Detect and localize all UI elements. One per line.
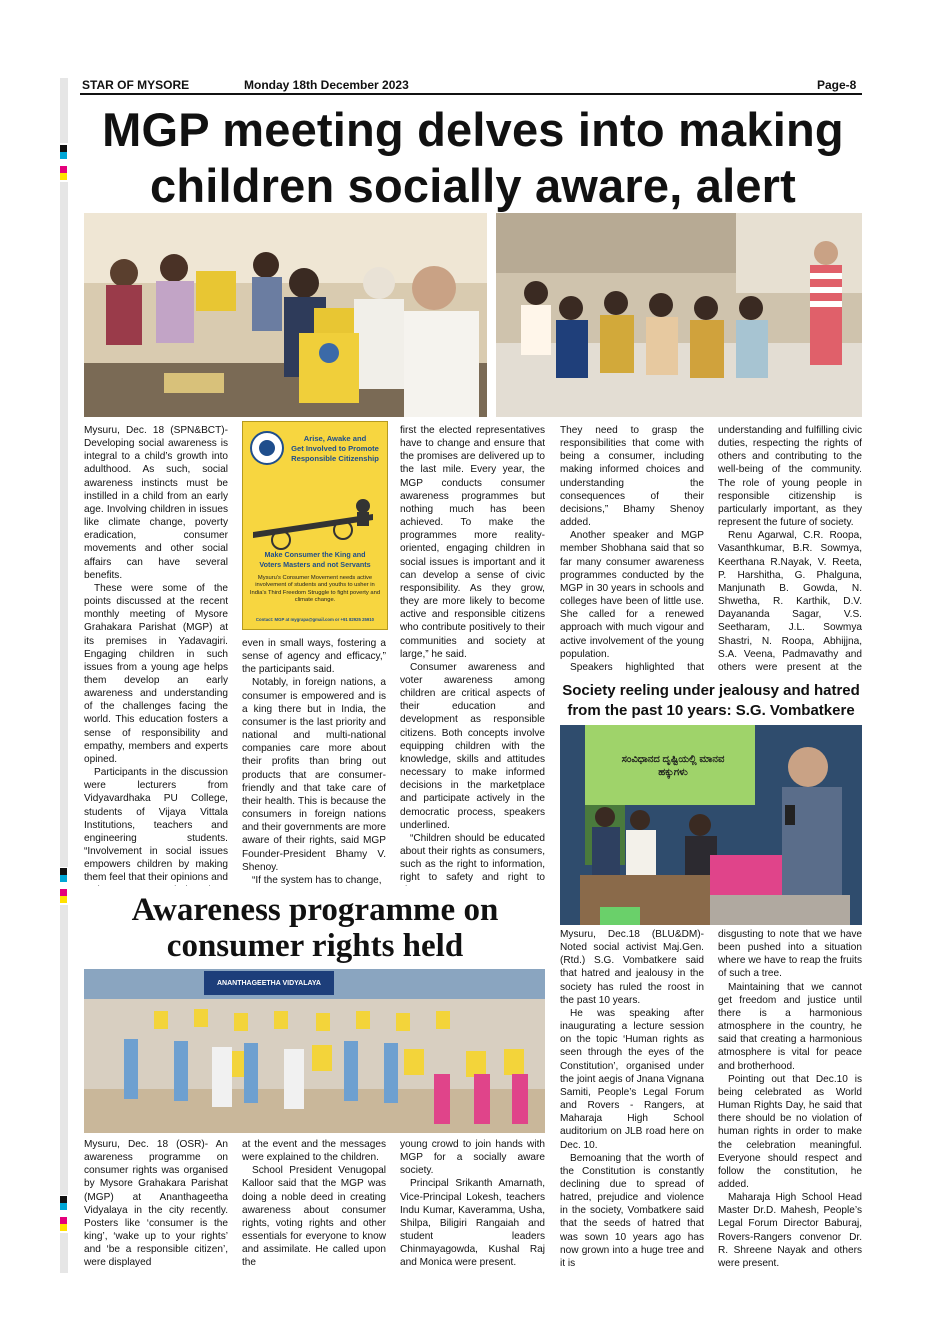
article3-column-2 [718, 928, 862, 1268]
meeting-photo-right-illustration [496, 213, 862, 417]
poster-slogan-line2: Voters Masters and not Servants [259, 559, 371, 569]
registration-strip-middle [60, 182, 68, 867]
registration-mark-cyan [60, 1203, 67, 1210]
paragraph: even in small ways, fostering a sense of agency and efficacy,” the participants said. [242, 638, 386, 676]
registration-mark-cyan [60, 875, 67, 882]
paragraph: Speakers highlighted that [570, 661, 704, 673]
meeting-photo-left-illustration [84, 213, 487, 417]
paragraph: Mysuru, Dec. 18 (OSR)- An awareness programme on consumer rights was organised by Mysore Grahakara Parishat (MGP) at Ananthageetha Vidyalaya in the city recently. Posters like ‘consumer is the king’, ‘wake up to your rights’ and ‘be a responsible citizen’, were displayed [84, 1139, 228, 1268]
registration-mark-magenta [60, 1217, 67, 1224]
awareness-photo [84, 969, 545, 1133]
paragraph: Maintaining that we cannot get freedom and justice until there is a harmonious atmosphere in the country, he said that creating a harmonious atmosphere is vital for peace and brotherhood. [718, 981, 862, 1072]
registration-mark-cyan [60, 152, 67, 159]
poster-body: Mysuru's Consumer Movement needs active involvement of students and youths to usher in India's Third Freedom Struggle to fight poverty and climate change. [249, 575, 381, 604]
paragraph: understanding and fulfilling civic duties, respecting the rights of others and contributing to the well-being of the community. The role of young people in responsible citizenship is particularly important, as they represent the future of society. [718, 425, 862, 529]
meeting-photo-right [496, 213, 862, 417]
meeting-photo-left [84, 213, 487, 417]
vombatkere-headline [556, 681, 866, 721]
registration-mark-black [60, 1196, 67, 1203]
vombatkere-headline-line2: from the past 10 years: S.G. Vombatkere [567, 702, 855, 719]
registration-mark-yellow [60, 1224, 67, 1231]
paragraph: Pointing out that Dec.10 is being celebrated as World Human Rights Day, he said that there should be no violation of human rights in order to make the celebration meaningful. Everyone should respect and follow the constitution, he added. [718, 1073, 862, 1190]
article1-column-5 [718, 424, 862, 674]
main-headline [78, 102, 868, 214]
paragraph: Renu Agarwal, C.R. Roopa, Vasanthkumar, B.R. Sowmya, Keerthana R.Nayak, V. Reeta, P. Harshitha, G. Phalguna, Manjunath B. Gowda, N. Shwetha, R. Karthik, D.V. Dayananda Sagar, V.S. Seetharam, J.L. Sowmya Shastri, N. Roopa, Abhijjna, S.A. Veena, Padmavathy and others were present at the [718, 530, 862, 673]
article1-column-3 [400, 424, 545, 886]
registration-mark-black [60, 868, 67, 875]
registration-strip-top [60, 78, 68, 143]
paragraph: Maharaja High School Head Master Dr.D. Mahesh, People’s Legal Forum Director Baburaj, Rovers-Rangers convenor Dr. R. Shreene Nayak and others were present. [718, 1192, 862, 1268]
awareness-headline-line1: Awareness programme on [131, 892, 499, 928]
vombatkere-banner-text: ಸಂವಿಧಾನದ ದೃಷ್ಟಿಯಲ್ಲಿ ಮಾನವ ಹಕ್ಕುಗಳು [621, 754, 725, 778]
mgp-poster [242, 421, 388, 630]
registration-mark-magenta [60, 889, 67, 896]
paragraph: Mysuru, Dec.18 (BLU&DM)- Noted social activist Maj.Gen. (Rtd.) S.G. Vombatkere said that hatred and jealousy in the society has ruled the roost in the past 10 years. [560, 929, 704, 1006]
registration-strip-lower [60, 905, 68, 1195]
paragraph: first the elected representatives have to change and ensure that the promises are delivered up to the last mile. Every year, the MGP conducts consumer awareness programmes but nothing much has been achieved. To make the programmes more reality-oriented, engaging children in social issues is important and it can develop a sense of civic responsibility. As they grow, they are more likely to become active and responsible citizens who contribute positively to their communities and society at large,” he said. [400, 425, 545, 660]
paragraph: School President Venugopal Kalloor said that the MGP was doing a noble deed in creating awareness about consumer rights, voting rights and other essentials for everyone to know and assimilate. He called upon the [242, 1165, 386, 1268]
article1-column-1 [84, 424, 228, 886]
paragraph: “Children should be educated about their rights as consumers, such as the right to information, right to safety and right to [400, 832, 545, 884]
awareness-headline-line2: consumer rights held [166, 928, 464, 964]
publication-name: STAR OF MYSORE [82, 78, 190, 92]
paragraph: disgusting to note that we have been pushed into a situation where we have to reap the fruits of such a tree. [718, 929, 862, 980]
paragraph: Mysuru, Dec. 18 (SPN&BCT)- Developing social awareness is integral to a child’s growth into adulthood. As such, social awareness instincts must be instilled in a child from an early age. Involving children in issues like climate change, poverty eradication, consumer movements and other social affairs can have several benefits. [84, 425, 228, 581]
paragraph: “If the system has to change, [252, 874, 382, 886]
article1-column-2 [242, 637, 386, 887]
paragraph: at the event and the messages were explained to the children. [242, 1139, 386, 1164]
awareness-photo-illustration [84, 969, 545, 1133]
paragraph: Another speaker and MGP member Shobhana said that so far many consumer awareness programmes conducted by the MGP in 30 years in schools and colleges have been of little use. She called for a renewed approach with much vigour and active involvement of the young population. [560, 530, 704, 660]
paragraph: They need to grasp the responsibilities that come with being a consumer, including making informed choices and understanding the consequences of their decisions,” Bhamy Shenoy added. [560, 425, 704, 529]
poster-title-line1: Arise, Awake and [303, 434, 367, 443]
article2-column-3 [400, 1138, 545, 1268]
poster-contact: Contact: MGP at mygrapa@gmail.com or +91 82925 25910 [255, 617, 375, 622]
paragraph: These were some of the points discussed at the recent monthly meeting of Mysore Grahakara Parishat (MGP) at its premises in Yadavagiri. Engaging children in such issues from a young age helps them develop an early awareness and understanding of the challenges facing the world. This education fosters a sense of responsibility and empathy, members and experts opined. [84, 582, 228, 765]
main-headline-line2: children socially aware, alert [149, 159, 797, 212]
article3-column-1 [560, 928, 704, 1268]
poster-title [287, 434, 383, 464]
registration-mark-yellow [60, 173, 67, 180]
awareness-headline [80, 892, 550, 964]
vombatkere-photo [560, 725, 862, 925]
registration-mark-black [60, 145, 67, 152]
main-headline-line1: MGP meeting delves into making [102, 103, 844, 156]
poster-slogan [247, 550, 383, 569]
registration-mark-magenta [60, 166, 67, 173]
paragraph: Participants in the discussion were lecturers from Vidyavardhaka PU College, students of Vijaya Vittala Institutions, teachers and engineering students. “Involvement in social issues empowers children by making them feel that their opinions and [84, 767, 228, 884]
paragraph: Bemoaning that the worth of the Constitution is constantly declining due to spread of hatred, prejudice and violence in the society, Vombatkere said that the seeds of hatred that was sown 10 years ago has now grown into a huge tree and it is [560, 1152, 704, 1268]
poster-title-line3: Responsible Citizenship [291, 454, 379, 463]
header-rule [80, 93, 862, 95]
paragraph: Principal Srikanth Amarnath, Vice-Principal Lokesh, teachers Indu Kumar, Kaveramma, Usha, Shilpa, Biligiri Rangaiah and student leaders Chinmayagowda, Kushal Raj and Monica were present. [400, 1178, 545, 1268]
page-number: Page-8 [817, 78, 857, 92]
article2-column-1 [84, 1138, 228, 1268]
poster-title-line2: Get Involved to Promote [291, 444, 379, 453]
vombatkere-headline-line1: Society reeling under jealousy and hatred [562, 682, 860, 699]
issue-date: Monday 18th December 2023 [244, 78, 409, 92]
paragraph: Notably, in foreign nations, a consumer is empowered and is a king there but in India, the consumer is the last priority and national and multi-national companies care more about their profits than bring out products that are consumer-friendly and that take care of their health. This is because the consumers in foreign nations and their governments are more aware of their rights, said MGP Founder-President Bhamy V. Shenoy. [242, 677, 386, 873]
poster-slogan-line1: Make Consumer the King and [264, 550, 366, 559]
paragraph: He was speaking after inaugurating a lecture session on the topic ‘Human rights as seen through the eyes of the Constitution’, organised under the joint aegis of Jnana Vignana Samiti, People’s Legal Forum and Rovers - Rangers, at Maharaja High School auditorium on JLB road here on Dec. 10. [560, 1007, 704, 1151]
registration-mark-yellow [60, 896, 67, 903]
paragraph: young crowd to join hands with MGP for a socially aware society. [400, 1139, 545, 1177]
article1-column-4 [560, 424, 704, 674]
school-banner-text: ANANTHAGEETHA VIDYALAYA [217, 980, 321, 987]
paragraph: Consumer awareness and voter awareness among children are critical aspects of their education and development as responsible citizens. Both concepts involve equipping children with the knowledge, skills and attitudes necessary to make informed decisions in the marketplace and participate actively in the democratic process, speakers underlined. [400, 661, 545, 831]
registration-strip-bottom [60, 1233, 68, 1273]
article2-column-2 [242, 1138, 386, 1268]
